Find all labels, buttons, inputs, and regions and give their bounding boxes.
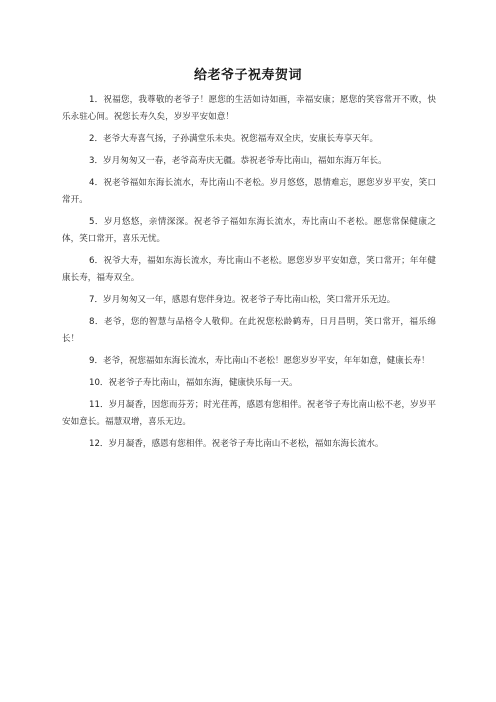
paragraph-4: 4．祝老爷福如东海长流水，寿比南山不老松。岁月悠悠，恩情难忘，愿您岁岁平安，笑口常开。 xyxy=(62,178,436,205)
paragraph-5: 5．岁月悠悠，亲情深深。祝老爷子福如东海长流水，寿比南山不老松。愿您常保健康之体，笑口常开，喜乐无忧。 xyxy=(62,217,436,244)
paragraph-3: 3．岁月匆匆又一春，老爷高寿庆无疆。恭祝老爷寿比南山，福如东海万年长。 xyxy=(89,156,387,166)
paragraph-10: 10．祝老爷子寿比南山，福如东海，健康快乐每一天。 xyxy=(89,378,298,388)
paragraph-11: 11．岁月凝香，因您而芬芳；时光荏苒，感恩有您相伴。祝老爷子寿比南山松不老，岁岁平安如意长。福慧双增，喜乐无边。 xyxy=(62,400,436,427)
paragraph-8: 8．老爷，您的智慧与品格令人敬仰。在此祝您松龄鹤寿，日月昌明，笑口常开，福乐绵长！ xyxy=(62,317,436,344)
document-title: 给老爷子祝寿贺词 xyxy=(193,68,302,83)
paragraph-1: 1．祝福您，我尊敬的老爷子！愿您的生活如诗如画，幸福安康；愿您的笑容常开不败，快乐永驻心间。祝您长寿久矣，岁岁平安如意！ xyxy=(62,95,436,122)
paragraph-9: 9．老爷，祝您福如东海长流水，寿比南山不老松！愿您岁岁平安，年年如意，健康长寿！ xyxy=(89,356,430,366)
paragraph-2: 2．老爷大寿喜气扬，子孙满堂乐未央。祝您福寿双全庆，安康长寿享天年。 xyxy=(89,134,379,144)
paragraph-12: 12．岁月凝香，感恩有您相伴。祝老爷子寿比南山不老松，福如东海长流水。 xyxy=(89,439,384,449)
document-body xyxy=(62,92,436,458)
paragraph-6: 6．祝爷大寿，福如东海长流水，寿比南山不老松。愿您岁岁平安如意，笑口常开；年年健康长寿，福寿双全。 xyxy=(62,256,436,283)
paragraph-7: 7．岁月匆匆又一年，感恩有您伴身边。祝老爷子寿比南山松，笑口常开乐无边。 xyxy=(89,295,396,305)
